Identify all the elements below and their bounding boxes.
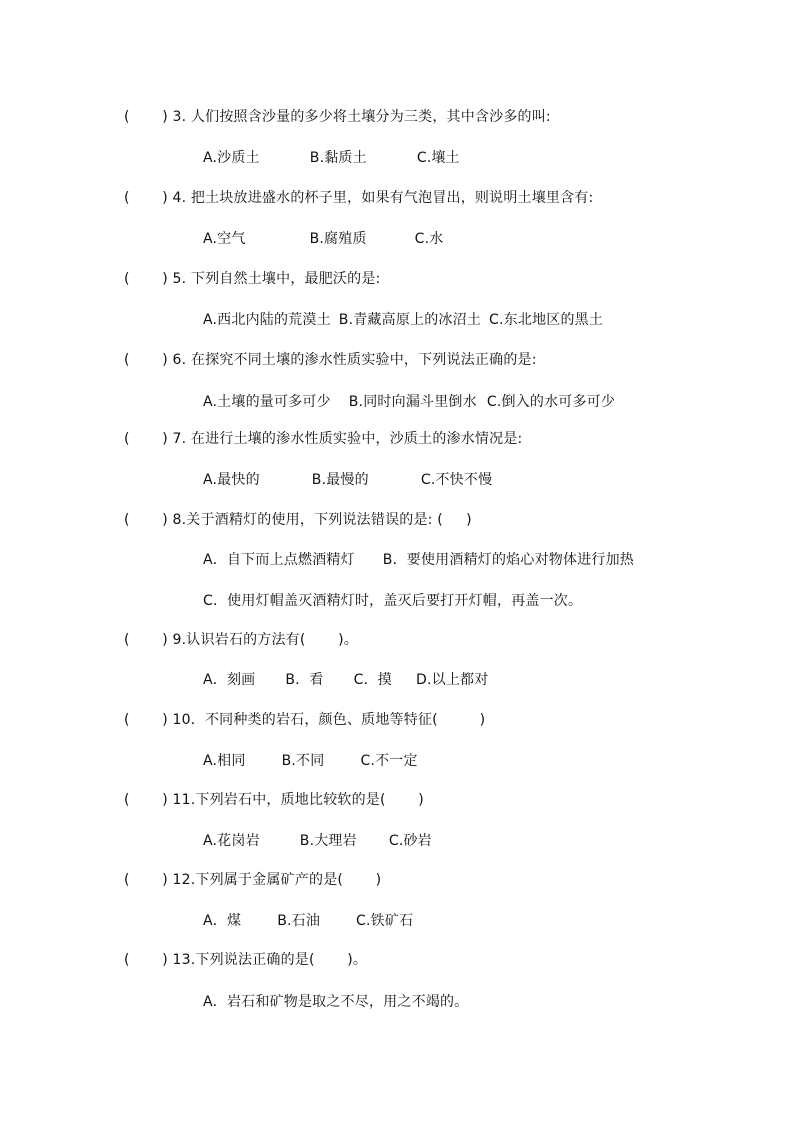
question-10: ( ) 10．不同种类的岩石，颜色、质地等特征( ): [124, 712, 486, 728]
question-12: ( ) 12.下列属于金属矿产的是( ): [124, 872, 382, 888]
option-c: C．使用灯帽盖灭酒精灯时，盖灭后要打开灯帽，再盖一次。: [203, 593, 583, 609]
question-9-options: [203, 671, 488, 689]
option-a: A.西北内陆的荒漠土: [203, 312, 331, 328]
question-13: ( ) 13.下列说法正确的是( )。: [124, 952, 368, 968]
question-6: ( ) 6. 在探究不同土壤的渗水性质实验中，下列说法正确的是:: [124, 352, 537, 368]
question-7-options: [203, 471, 492, 489]
question-9: ( ) 9.认识岩石的方法有( )。: [124, 632, 358, 648]
question-3-options: [203, 149, 460, 167]
option-b: B.同时向漏斗里倒水: [348, 394, 477, 410]
question-8-options: [203, 551, 634, 569]
option-b: B．要使用酒精灯的焰心对物体进行加热: [382, 552, 634, 568]
option-b: B.黏质土: [309, 150, 367, 166]
option-c: C.倒入的水可多可少: [486, 394, 616, 410]
option-a: A．刻画: [203, 672, 256, 688]
option-d: D.以上都对: [416, 672, 489, 688]
option-a: A．自下而上点燃酒精灯: [203, 552, 355, 568]
option-a: A.花岗岩: [203, 833, 260, 849]
option-b: B.大理岩: [299, 833, 357, 849]
option-b: B．看: [285, 672, 324, 688]
question-6-options: [203, 393, 615, 411]
question-8-options-row2: [203, 592, 582, 610]
question-11-options: [203, 832, 432, 850]
option-c: C.壤土: [416, 150, 460, 166]
option-b: B.青藏高原上的冰沼土: [338, 312, 482, 328]
question-8: ( ) 8.关于酒精灯的使用，下列说法错误的是: ( ): [124, 512, 472, 528]
option-c: C.不一定: [360, 753, 418, 769]
question-4: ( ) 4. 把土块放进盛水的杯子里，如果有气泡冒出，则说明土壤里含有:: [124, 190, 594, 206]
option-c: C．摸: [353, 672, 392, 688]
option-c: C.东北地区的黑土: [489, 312, 604, 328]
option-a: A．岩石和矿物是取之不尽，用之不竭的。: [203, 994, 469, 1010]
question-7: ( ) 7. 在进行土壤的渗水性质实验中，沙质土的渗水情况是:: [124, 431, 523, 447]
question-10-options: [203, 752, 418, 770]
option-b: B.最慢的: [311, 472, 369, 488]
option-a: A.空气: [203, 231, 246, 247]
question-4-options: [203, 230, 443, 248]
option-a: A.沙质土: [203, 150, 260, 166]
question-11: ( ) 11.下列岩石中，质地比较软的是( ): [124, 792, 424, 808]
option-a: A．煤: [203, 913, 242, 929]
option-a: A.最快的: [203, 472, 260, 488]
option-b: B.腐殖质: [309, 231, 367, 247]
question-5-options: [203, 311, 603, 329]
question-12-options: [203, 912, 413, 930]
option-c: C.不快不慢: [420, 472, 493, 488]
option-c: C.铁矿石: [356, 913, 414, 929]
option-c: C.水: [414, 231, 444, 247]
option-a: A.相同: [203, 753, 246, 769]
question-3: ( ) 3. 人们按照含沙量的多少将土壤分为三类，其中含沙多的叫:: [124, 109, 551, 125]
question-5: ( ) 5. 下列自然土壤中，最肥沃的是:: [124, 271, 381, 287]
question-13-options: [203, 993, 468, 1011]
option-b: B.石油: [277, 913, 321, 929]
option-a: A.土壤的量可多可少: [203, 394, 331, 410]
option-c: C.砂岩: [388, 833, 432, 849]
option-b: B.不同: [281, 753, 325, 769]
